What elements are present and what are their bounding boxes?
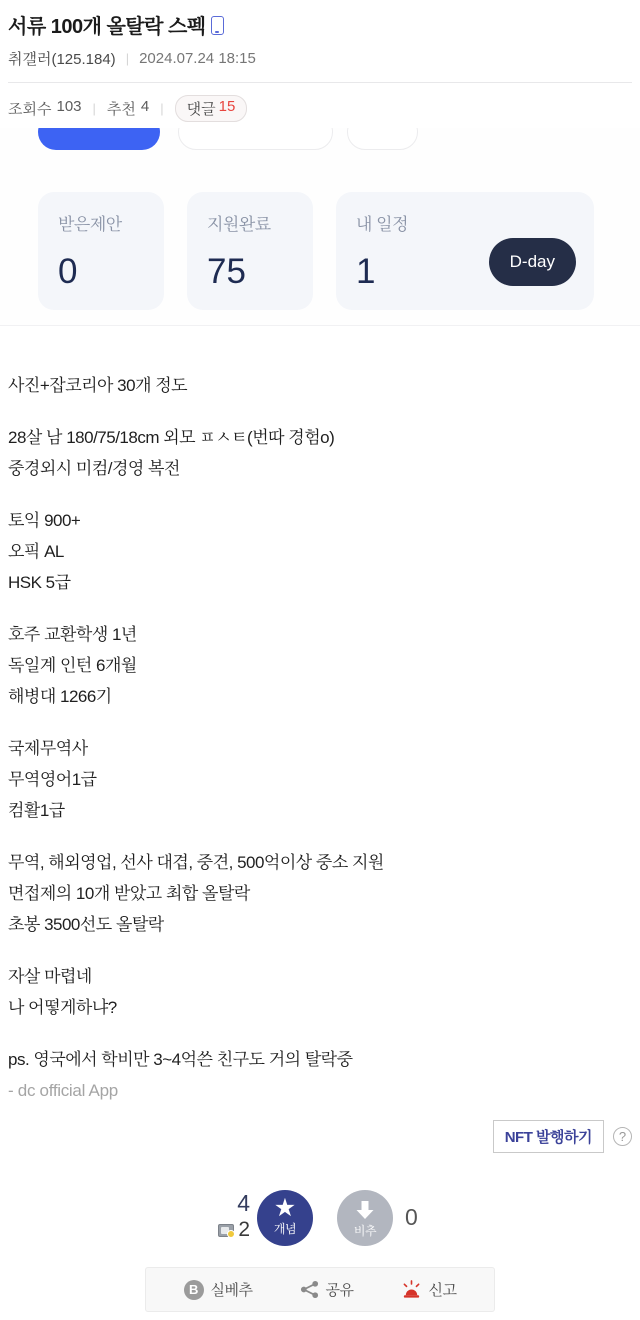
card-my-schedule <box>336 192 594 310</box>
post-body <box>0 326 640 1075</box>
body-line: 면접제의 10개 받았고 최합 올탈락 <box>8 884 250 903</box>
body-line: 해병대 1266기 <box>8 687 112 706</box>
body-line: HSK 5급 <box>8 573 71 592</box>
embed-active-tab-pill <box>38 128 160 150</box>
body-line <box>8 484 632 505</box>
post-title-text: 서류 100개 올탈락 스펙 <box>8 16 206 38</box>
report-label: 신고 <box>428 1282 457 1299</box>
siren-icon <box>401 1280 422 1299</box>
upvote-button[interactable] <box>257 1190 313 1246</box>
body-line <box>8 940 632 961</box>
down-arrow-icon <box>354 1199 376 1221</box>
view-count-value: 103 <box>56 98 82 115</box>
recommend-count-value: 4 <box>140 98 150 115</box>
vote-counts <box>214 1190 250 1242</box>
card-value: 1 <box>356 252 376 291</box>
body-line: 나 어떻게하냐? <box>8 998 117 1017</box>
card-applications-completed <box>187 192 313 310</box>
app-upvote-row <box>214 1218 250 1242</box>
author-line <box>8 48 632 69</box>
upvote-count: 4 <box>237 1190 250 1216</box>
dc-app-signature: - dc official App <box>8 1081 118 1100</box>
body-line: 오픽 AL <box>8 542 64 561</box>
recommend-count <box>107 98 149 119</box>
body-line: 자살 마렵네 <box>8 967 92 986</box>
card-label: 받은제안 <box>58 215 122 234</box>
body-line: 토익 900+ <box>8 511 81 530</box>
comment-count-label: 댓글 <box>186 101 216 118</box>
view-count-label: 조회수 <box>8 101 52 118</box>
share-icon <box>300 1280 319 1299</box>
card-value: 0 <box>58 252 78 291</box>
star-icon: ★ <box>273 1194 297 1222</box>
mobile-phone-icon <box>211 16 224 35</box>
body-line: 사진+잡코리아 30개 정도 <box>8 376 188 395</box>
divider: | <box>125 51 130 66</box>
body-line <box>8 1023 632 1044</box>
embed-stat-cards <box>38 192 594 310</box>
body-line: 초봉 3500선도 올탈락 <box>8 915 164 934</box>
upvote-label: 개념 <box>273 1222 297 1236</box>
help-icon[interactable]: ? <box>613 1127 632 1146</box>
card-value: 75 <box>207 252 246 291</box>
embed-tab-pills <box>0 128 640 150</box>
body-line: 국제무역사 <box>8 739 88 758</box>
body-line: ps. 영국에서 학비만 3~4억쓴 친구도 거의 탈락중 <box>8 1050 353 1069</box>
body-line: 무역영어1급 <box>8 770 97 789</box>
report-button[interactable] <box>401 1279 457 1300</box>
app-upvote-count: 2 <box>238 1218 250 1241</box>
silbechu-label: 실베추 <box>210 1282 253 1299</box>
divider: | <box>92 101 96 116</box>
nft-row <box>493 1120 632 1153</box>
body-line: 중경외시 미컴/경영 복전 <box>8 459 180 478</box>
body-line <box>8 826 632 847</box>
action-bar <box>145 1267 495 1312</box>
downvote-label: 비추 <box>353 1224 377 1238</box>
author-nickname[interactable]: 취갤러(125.184) <box>8 51 116 68</box>
body-line: 28살 남 180/75/18cm 외모 ㅍㅅㅌ(번따 경험o) <box>8 428 335 447</box>
vote-section <box>0 1190 640 1260</box>
body-line: 무역, 해외영업, 선사 대겹, 중견, 500억이상 중소 지원 <box>8 853 384 872</box>
downvote-count: 0 <box>405 1204 418 1230</box>
share-button[interactable] <box>300 1279 354 1300</box>
comment-count-value: 15 <box>218 98 236 115</box>
card-label: 내 일정 <box>356 215 408 234</box>
embed-inactive-tab-pill <box>178 128 333 150</box>
dday-badge: D-day <box>489 238 576 286</box>
card-label: 지원완료 <box>207 215 271 234</box>
body-line <box>8 401 632 422</box>
silbechu-button[interactable] <box>184 1279 253 1300</box>
body-line: 독일계 인턴 6개월 <box>8 656 137 675</box>
downvote-button[interactable] <box>337 1190 393 1246</box>
embedded-screenshot[interactable] <box>0 128 640 326</box>
page-title <box>8 10 632 39</box>
embed-inactive-tab-pill-small <box>347 128 418 150</box>
stats-row <box>0 83 640 122</box>
card-received-offers <box>38 192 164 310</box>
app-vote-card-icon <box>218 1224 234 1237</box>
comment-count-pill[interactable] <box>175 95 248 122</box>
share-label: 공유 <box>325 1282 354 1299</box>
nft-issue-button[interactable]: NFT 발행하기 <box>493 1120 604 1153</box>
post-date: 2024.07.24 18:15 <box>139 50 256 67</box>
divider: | <box>160 101 164 116</box>
silbechu-b-icon: B <box>184 1280 204 1300</box>
body-line <box>8 712 632 733</box>
view-count <box>8 98 82 119</box>
body-line <box>8 598 632 619</box>
post-header <box>0 10 640 83</box>
body-line: 호주 교환학생 1년 <box>8 625 137 644</box>
recommend-count-label: 추천 <box>106 101 136 118</box>
body-line: 컴활1급 <box>8 801 65 820</box>
